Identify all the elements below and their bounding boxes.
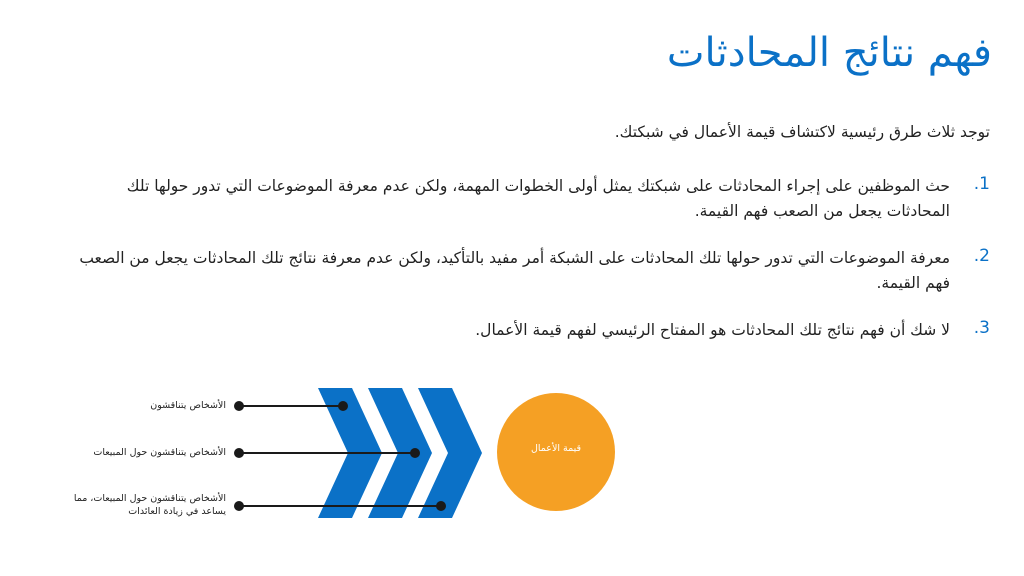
connector-dot [338, 401, 348, 411]
list-item-text: معرفة الموضوعات التي تدور حولها تلك المحادثات على الشبكة أمر مفيد بالتأكيد، ولكن عدم معرفة نتائج تلك المحادثات يجعل من الصعب فهم القيمة. [79, 249, 950, 292]
list-item-text: لا شك أن فهم نتائج تلك المحادثات هو المفتاح الرئيسي لفهم قيمة الأعمال. [475, 321, 950, 339]
list-item [60, 318, 990, 343]
list-item-number: 1. [973, 174, 990, 194]
list-item [60, 174, 990, 224]
connector-dot [234, 501, 244, 511]
business-value-label: قيمة الأعمال [530, 443, 582, 454]
list-item-text: حث الموظفين على إجراء المحادثات على شبكتك يمثل أولى الخطوات المهمة، ولكن عدم معرفة الموضوعات التي تدور حولها تلك المحادثات يجعل من الصعب فهم القيمة. [126, 177, 950, 220]
list-item-number: 2. [973, 246, 990, 266]
diagram-label-1: الأشخاص يتناقشون [150, 400, 226, 411]
connector-dot [436, 501, 446, 511]
slide-title: فهم نتائج المحادثات [666, 30, 992, 76]
connector-dot [410, 448, 420, 458]
numbered-list [60, 174, 990, 365]
diagram-label-2: الأشخاص يتناقشون حول المبيعات [93, 447, 226, 458]
list-item [60, 246, 990, 296]
intro-text: توجد ثلاث طرق رئيسية لاكتشاف قيمة الأعمال في شبكتك. [614, 123, 990, 141]
diagram-label-3: الأشخاص يتناقشون حول المبيعات، مما يساعد في زيادة العائدات [73, 493, 226, 517]
list-item-number: 3. [973, 318, 990, 338]
connector-dot [234, 401, 244, 411]
connector-dot [234, 448, 244, 458]
